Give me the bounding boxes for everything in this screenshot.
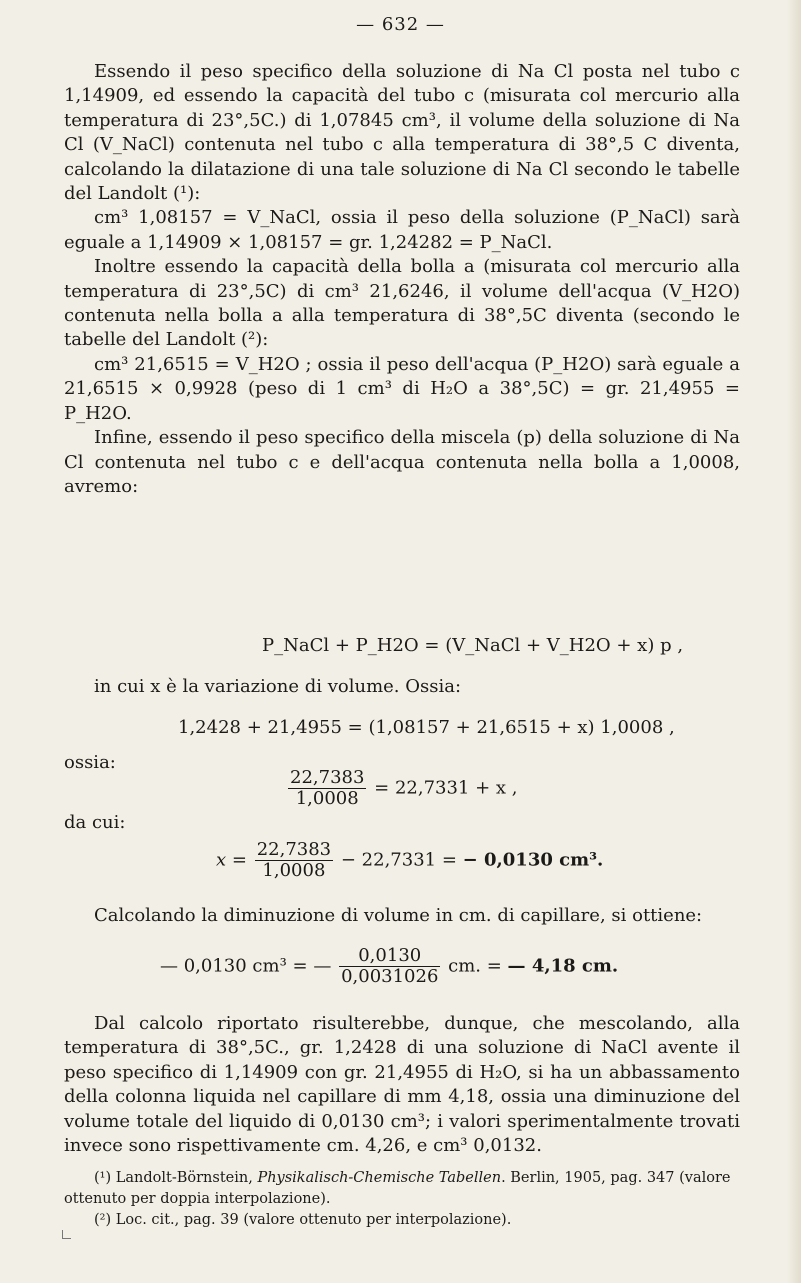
numerator: 22,7383 [290, 767, 365, 788]
equation-3 [286, 768, 518, 809]
body-text-top [64, 60, 740, 499]
equation-1: P_NaCl + P_H2O = (V_NaCl + V_H2O + x) p , [262, 635, 684, 656]
equation-5 [160, 946, 618, 987]
fraction-eq3 [288, 768, 366, 809]
fraction-eq5 [339, 946, 440, 987]
numerator: 0,0130 [339, 946, 440, 967]
equation-4-result: − 0,0130 cm³. [462, 849, 604, 871]
paragraph-7: Calcolando la diminuzione di volume in cm. di capillare, si ottiene: [94, 905, 703, 926]
paragraph-1: Essendo il peso specifico della soluzione di Na Cl posta nel tubo c 1,14909, ed essendo la capacità del tubo c (misurata col mercurio alla temperatura di 23°,5C.) di 1,07845 cm³, il volume della soluzione di Na Cl (V_NaCl) contenuta nel tubo c alla temperatura di 38°,5 C diventa, calcolando la dilatazione di una tale soluzione di Na Cl secondo le tabelle del Landolt (¹): [64, 61, 740, 205]
equation-4-rest: − 22,7331 = [340, 849, 463, 871]
equation-4-left: x = [216, 849, 247, 871]
footnote-1-rest: . Berlin, 1905, pag. 347 (valore ottenuto per doppia interpolazione). [64, 1170, 731, 1207]
page-number: — 632 — [356, 14, 445, 35]
fraction-eq4 [255, 840, 333, 881]
footnote-1 [64, 1168, 740, 1210]
denominator: 1,0008 [262, 860, 326, 881]
paragraph-8: Dal calcolo riportato risulterebbe, dunque, che mescolando, alla temperatura di 38°,5C., gr. 1,2428 di una soluzione di NaCl avente il peso specifico di 1,14909 con gr. 21,4955 di H₂O, si ha un abbassamento della colonna liquida nel capillare di mm 4,18, ossia una diminuzione del volume totale del liquido di 0,0130 cm³; i valori sperimentalmente trovati invece sono rispettivamente cm. 4,26, e cm³ 0,0132. [64, 1013, 740, 1157]
label-da-cui: da cui: [64, 812, 126, 833]
denominator: 1,0008 [295, 788, 359, 809]
paragraph-4: cm³ 21,6515 = V_H2O ; ossia il peso dell'acqua (P_H2O) sarà eguale a 21,6515 × 0,9928 (peso di 1 cm³ di H₂O a 38°,5C) = gr. 21,4955 = P_H2O. [64, 353, 740, 424]
equation-4 [216, 840, 603, 881]
footnote-1-author: (¹) Landolt-Börnstein, [94, 1170, 258, 1186]
equation-5-rest: cm. = [448, 955, 508, 977]
footnotes [64, 1168, 740, 1231]
numerator: 22,7383 [256, 839, 332, 860]
denominator: 0,0031026 [341, 966, 439, 987]
footnote-1-title: Physikalisch-Chemische Tabellen [257, 1170, 502, 1186]
label-ossia: ossia: [64, 752, 116, 773]
body-text-bottom [64, 1012, 740, 1158]
corner-mark [62, 1230, 71, 1239]
page-edge-shadow [787, 0, 801, 1283]
equation-5-result: — 4,18 cm. [507, 955, 619, 977]
equation-3-rest: = 22,7331 + x , [374, 777, 518, 799]
paragraph-2: cm³ 1,08157 = V_NaCl, ossia il peso della soluzione (P_NaCl) sarà eguale a 1,14909 × 1,08157 = gr. 1,24282 = P_NaCl. [64, 207, 740, 253]
equation-5-left: — 0,0130 cm³ = — [160, 955, 332, 977]
equation-2: 1,2428 + 21,4955 = (1,08157 + 21,6515 + x) 1,0008 , [178, 717, 675, 738]
paragraph-5: Infine, essendo il peso specifico della miscela (p) della soluzione di Na Cl contenuta nel tubo c e dell'acqua contenuta nella bolla a 1,0008, avremo: [64, 427, 740, 497]
paragraph-6: in cui x è la variazione di volume. Ossia: [94, 676, 462, 697]
paragraph-3: Inoltre essendo la capacità della bolla a (misurata col mercurio alla temperatura di 23°,5C) di cm³ 21,6246, il volume dell'acqua (V_H2O) contenuta nella bolla a alla temperatura di 38°,5C diventa (secondo le tabelle del Landolt (²): [64, 256, 740, 351]
footnote-2: (²) Loc. cit., pag. 39 (valore ottenuto per interpolazione). [94, 1212, 512, 1228]
